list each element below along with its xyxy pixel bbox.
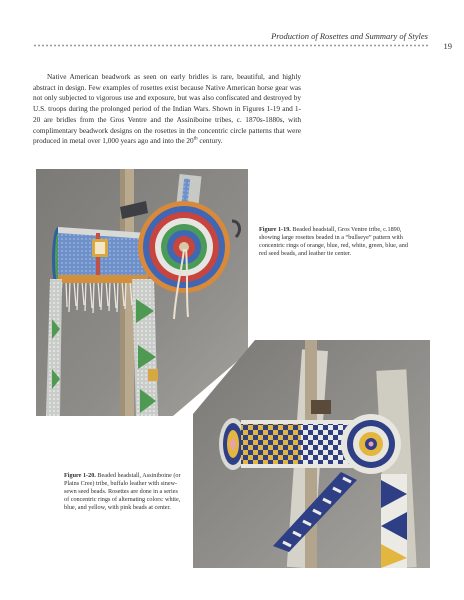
ornamental-rule	[33, 44, 429, 47]
figure-1-19-caption	[259, 226, 409, 258]
figure-1-19-label: Figure 1-19.	[259, 226, 291, 233]
figure-1-20-caption-text: Beaded headstall, Assiniboine (or Plains Cree) tribe, buffalo leather with sinew-sewn seed beads. Rosettes are done in a series of concentric rings of alternating colors: white, blue, and yellow, with pink beads at center.	[64, 472, 181, 512]
figure-1-20-photo	[193, 340, 430, 568]
body-text-end: century.	[197, 136, 223, 146]
ordinal-suffix: th	[193, 136, 198, 142]
figure-1-20-label: Figure 1-20.	[64, 472, 96, 479]
running-header: Production of Rosettes and Summary of Styles	[271, 31, 428, 41]
body-paragraph	[33, 72, 301, 147]
body-text-main: Native American beadwork as seen on early bridles is rare, beautiful, and highly abstract in design. Few examples of rosettes exist because Native American horse gear was not only subjected to vigorous use and exposure, but was also confiscated and destroyed by U.S. troops during the prolonged period of the Indian Wars. Shown in Figures 1-19 and 1-20 are bridles from the Gros Ventre and the Assiniboine tribes, c. 1870s-1880s, with complimentary beadwork designs on the rosettes in the concentric circle patterns that were produced in metal over 1,000 years ago and into the 20	[33, 72, 301, 146]
page-number: 19	[443, 41, 452, 51]
figure-1-20-caption	[64, 472, 182, 512]
figure-1-19-caption-text: Beaded headstall, Gros Ventre tribe, c.1890, showing large rosettes beaded in a “bullseye” pattern with concentric rings of orange, blue, red, white, green, blue, and red seed beads, and leather tie center.	[259, 226, 408, 258]
